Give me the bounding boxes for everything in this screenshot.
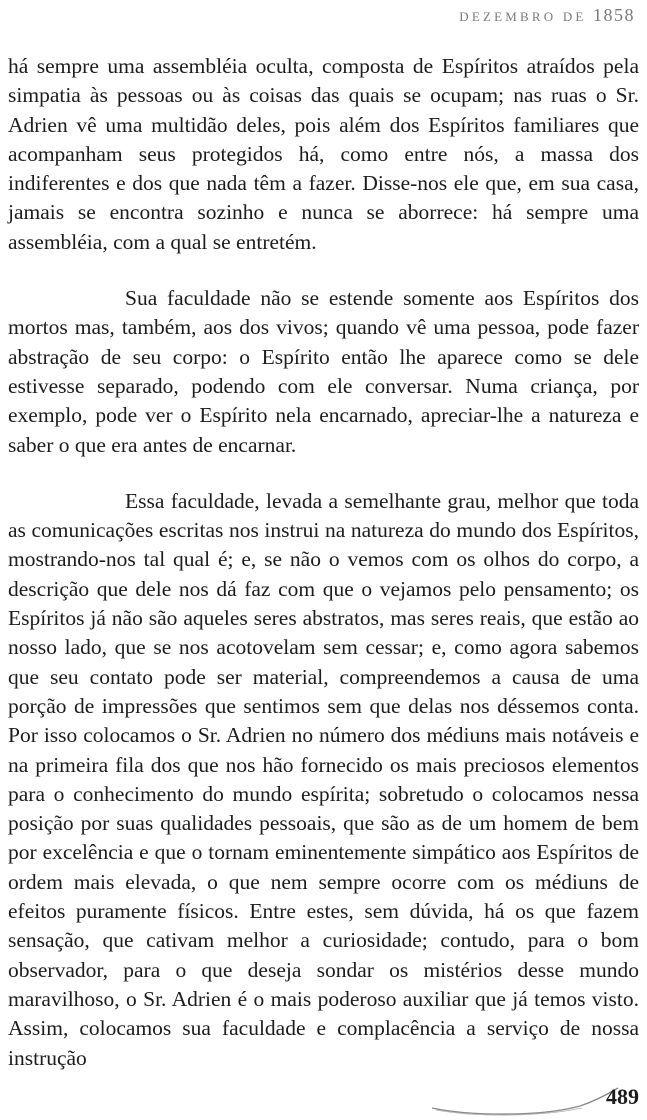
paragraph-faculty-living: Sua faculdade não se estende somente aos Espíritos dos mortos mas, também, aos dos vivos; quando vê uma pessoa, pode fazer abstração de seu corpo: o Espírito então lhe aparece como se dele estivesse separado, podendo com ele conversar. Numa criança, por exemplo, pode ver o Espírito nela encarnado, apreciar-lhe a natureza e saber o que era antes de encarnar. <box>8 286 639 457</box>
running-header-year: 1858 <box>593 5 635 25</box>
running-header-month: DEZEMBRO DE <box>459 9 587 24</box>
page-body <box>8 52 639 1073</box>
page-number: 489 <box>606 1084 639 1109</box>
paragraph-continued: há sempre uma assembléia oculta, composta de Espíritos atraídos pela simpatia às pessoas ou às coisas das quais se ocupam; nas ruas o Sr. Adrien vê uma multidão deles, pois além dos Espíritos familiares que acompanham seus protegidos há, como entre nós, a massa dos indiferentes e dos que nada têm a fazer. Disse-nos ele que, em sua casa, jamais se encontra sozinho e nunca se aborrece: há sempre uma assembléia, com a qual se entretém. <box>8 54 639 254</box>
running-header <box>459 5 635 26</box>
folio-swash-ornament <box>430 1086 620 1118</box>
paragraph-faculty-degree: Essa faculdade, levada a semelhante grau, melhor que toda as comunicações escritas nos instrui na natureza do mundo dos Espíritos, mostrando-nos tal qual é; e, se não o vemos com os olhos do corpo, a descrição que dele nos dá faz com que o vejamos pelo pensamento; os Espíritos já não são aqueles seres abstratos, mas seres reais, que estão ao nosso lado, que se nos acotovelam sem cessar; e, como agora sabemos que seu contato pode ser material, compreendemos a causa de uma porção de impressões que sentimos sem que delas nos déssemos conta. Por isso colocamos o Sr. Adrien no número dos médiuns mais notáveis e na primeira fila dos que nos hão fornecido os mais preciosos elementos para o conhecimento do mundo espírita; sobretudo o colocamos nessa posição por suas qualidades pessoais, que são as de um homem de bem por excelência e que o tornam eminentemente simpático aos Espíritos de ordem mais elevada, o que nem sempre ocorre com os médiuns de efeitos puramente físicos. Entre estes, sem dúvida, há os que fazem sensação, que cativam melhor a curiosidade; contudo, para o bom observador, para o que deseja sondar os mistérios desse mundo maravilhoso, o Sr. Adrien é o mais poderoso auxiliar que já temos visto. Assim, colocamos sua faculdade e complacência a serviço de nossa instrução <box>8 488 639 1070</box>
